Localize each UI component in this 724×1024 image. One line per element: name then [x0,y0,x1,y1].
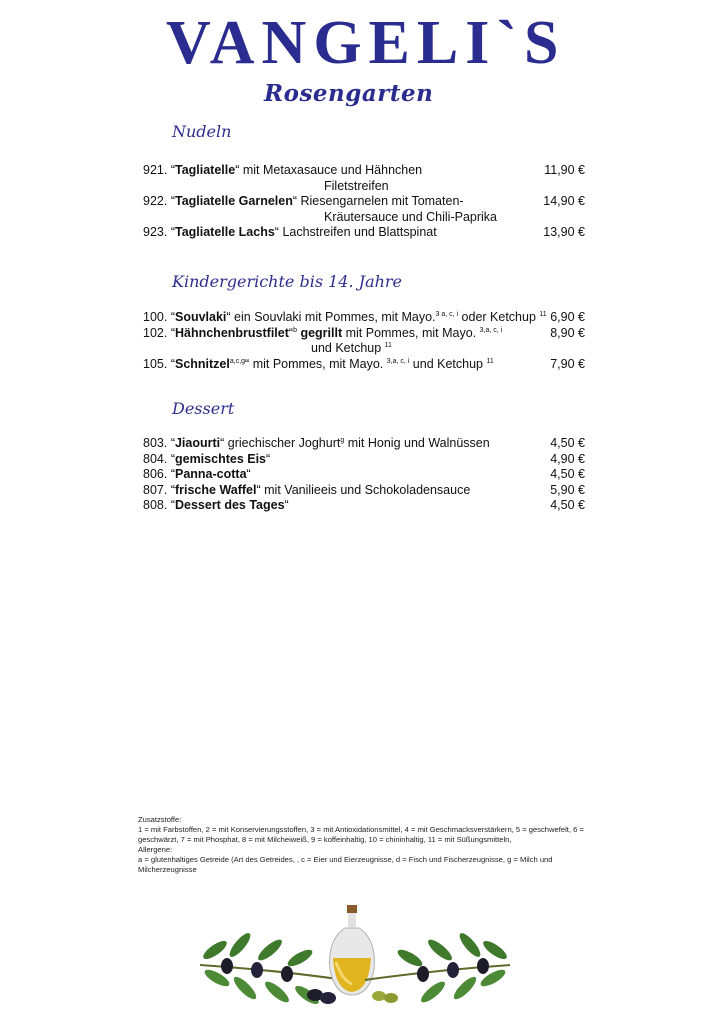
item-description-continued [143,341,585,357]
item-description: Riesengarnelen mit Tomaten- [297,194,464,208]
menu-list-kindergerichte [143,310,585,372]
footnotes [138,815,590,875]
item-price: 6,90 € [550,310,585,324]
item-name: Dessert des Tages [174,498,285,512]
brand-subtitle: Rosengarten [264,80,434,107]
item-number: 804. [143,451,168,466]
additives-heading: Zusatzstoffe: [138,815,182,824]
menu-item: 808. “Dessert des Tages“ 4,50 € [143,498,585,512]
allergens-list: a = glutenhaltiges Getreide (Art des Getreides, , c = Eier und Eierzeugnisse, d = Fisch und Fischerzeugnisse, g = Milch und Milcherzeugnisse [138,855,553,874]
allergen-codes: 3 a, c, i [435,310,459,318]
item-price: 4,90 € [550,451,585,466]
item-name: Schnitzel [174,356,230,371]
item-price: 4,50 € [550,436,585,450]
allergen-codes: 11 [486,357,494,365]
item-number: 806. [143,467,168,481]
item-description-continued: Kräutersauce und Chili-Paprika [324,209,498,224]
item-description-continued: Filetstreifen [324,178,389,193]
item-name: gemischtes Eis [174,451,266,466]
menu-item: 806. “Panna-cotta“ 4,50 € [143,467,585,481]
menu-list-dessert [143,436,585,514]
menu-item: 102. “Hähnchenbrustfilet“$^b$ gegrillt mit Pommes, mit Mayo. $^{3,a, c, i}$ 8,90 € und Ketchup $^{11}$ [143,325,585,355]
section-title-dessert: Dessert [172,399,235,418]
item-name: Tagliatelle Garnelen [174,194,293,208]
olive-decoration [195,900,515,1010]
item-description: mit Pommes, mit Mayo. [249,356,387,371]
item-name-extra: gegrillt [296,325,343,340]
item-name: Tagliatelle [174,163,236,177]
item-price: 8,90 € [550,325,585,340]
item-number: 807. [143,482,168,497]
allergens-heading: Allergene: [138,845,173,854]
item-number: 923. [143,225,168,239]
menu-item: 803. “Jiaourti“ griechischer Joghurt$^g$ mit Honig und Walnüssen 4,50 € [143,436,585,450]
item-number: 803. [143,436,168,450]
item-price: 4,50 € [550,467,585,481]
section-title-nudeln: Nudeln [172,122,232,141]
menu-item: 921. “Tagliatelle“ mit Metaxasauce und Hähnchen 11,90 € Filetstreifen [143,163,585,193]
continued-text: und Ketchup [311,341,385,355]
item-number: 922. [143,194,168,208]
item-price: 14,90 € [543,194,585,208]
oil-jar [307,905,398,1004]
menu-list-nudeln [143,163,585,241]
item-price: 7,90 € [550,356,585,371]
menu-item: 100. “Souvlaki“ ein Souvlaki mit Pommes, mit Mayo.$^{3 a, c, i}$ oder Ketchup $^{11}$ 6,90 € [143,310,585,324]
item-price: 5,90 € [550,482,585,497]
item-description-extra: mit Honig und Walnüssen [344,436,490,450]
item-description: mit Vanilieeis und Schokoladensauce [260,482,471,497]
menu-item: 922. “Tagliatelle Garnelen“ Riesengarnelen mit Tomaten- 14,90 € Kräutersauce und Chili-Paprika [143,194,585,224]
item-price: 11,90 € [544,163,585,177]
item-name: Tagliatelle Lachs [174,225,275,239]
item-name: Hähnchenbrustfilet [174,325,289,340]
item-number: 100. [143,310,168,324]
item-number: 102. [143,325,168,340]
item-price: 13,90 € [543,225,585,239]
allergen-codes: 3,a, c, i [479,326,503,334]
restaurant-logo [160,8,566,118]
item-name: Souvlaki [174,310,227,324]
item-name: Jiaourti [174,436,221,450]
item-description-extra: oder Ketchup [458,310,540,324]
additives-list: 1 = mit Farbstoffen, 2 = mit Konservierungsstoffen, 3 = mit Antioxidationsmittel, 4 = mit Geschmacksverstärkern, 5 = geschwefelt, 6 = geschwärzt, 7 = mit Phosphat, 8 = mit Milcheiweiß, 9 = koffeinhaltig, 10 = chininhaltig, 11 = mit Süßungsmitteln, [138,825,584,844]
section-title-kindergerichte: Kindergerichte bis 14. Jahre [172,272,403,291]
menu-item: 807. “frische Waffel“ mit Vanilieeis und Schokoladensauce 5,90 € [143,482,585,497]
item-number: 105. [143,356,168,371]
item-description-extra: und Ketchup [409,356,487,371]
menu-item: 804. “gemischtes Eis“ 4,90 € [143,451,585,466]
item-description: griechischer Joghurt [224,436,341,450]
allergen-codes: 11 [384,341,392,349]
item-number: 808. [143,498,168,512]
item-price: 4,50 € [550,498,585,512]
item-description: mit Metaxasauce und Hähnchen [239,163,423,177]
menu-item: 105. “Schnitzel$^{a,c,g}$“ mit Pommes, mit Mayo. $^{3,a, c, i}$ und Ketchup $^{11}$ 7,90 € [143,356,585,371]
brand-name: VANGELI`S [166,9,566,77]
item-description: Lachstreifen und Blattspinat [278,225,437,239]
allergen-codes: g [340,436,345,444]
menu-item: 923. “Tagliatelle Lachs“ Lachstreifen und Blattspinat 13,90 € [143,225,585,239]
allergen-codes: 3,a, c, i [386,357,410,365]
allergen-codes: b [293,326,297,334]
item-number: 921. [143,163,168,177]
item-description: mit Pommes, mit Mayo. [342,325,480,340]
allergen-codes: 11 [539,310,547,318]
item-name: frische Waffel [174,482,257,497]
item-name: Panna-cotta [174,467,247,481]
item-description: ein Souvlaki mit Pommes, mit Mayo. [230,310,436,324]
allergen-codes: a,c,g [229,357,246,365]
